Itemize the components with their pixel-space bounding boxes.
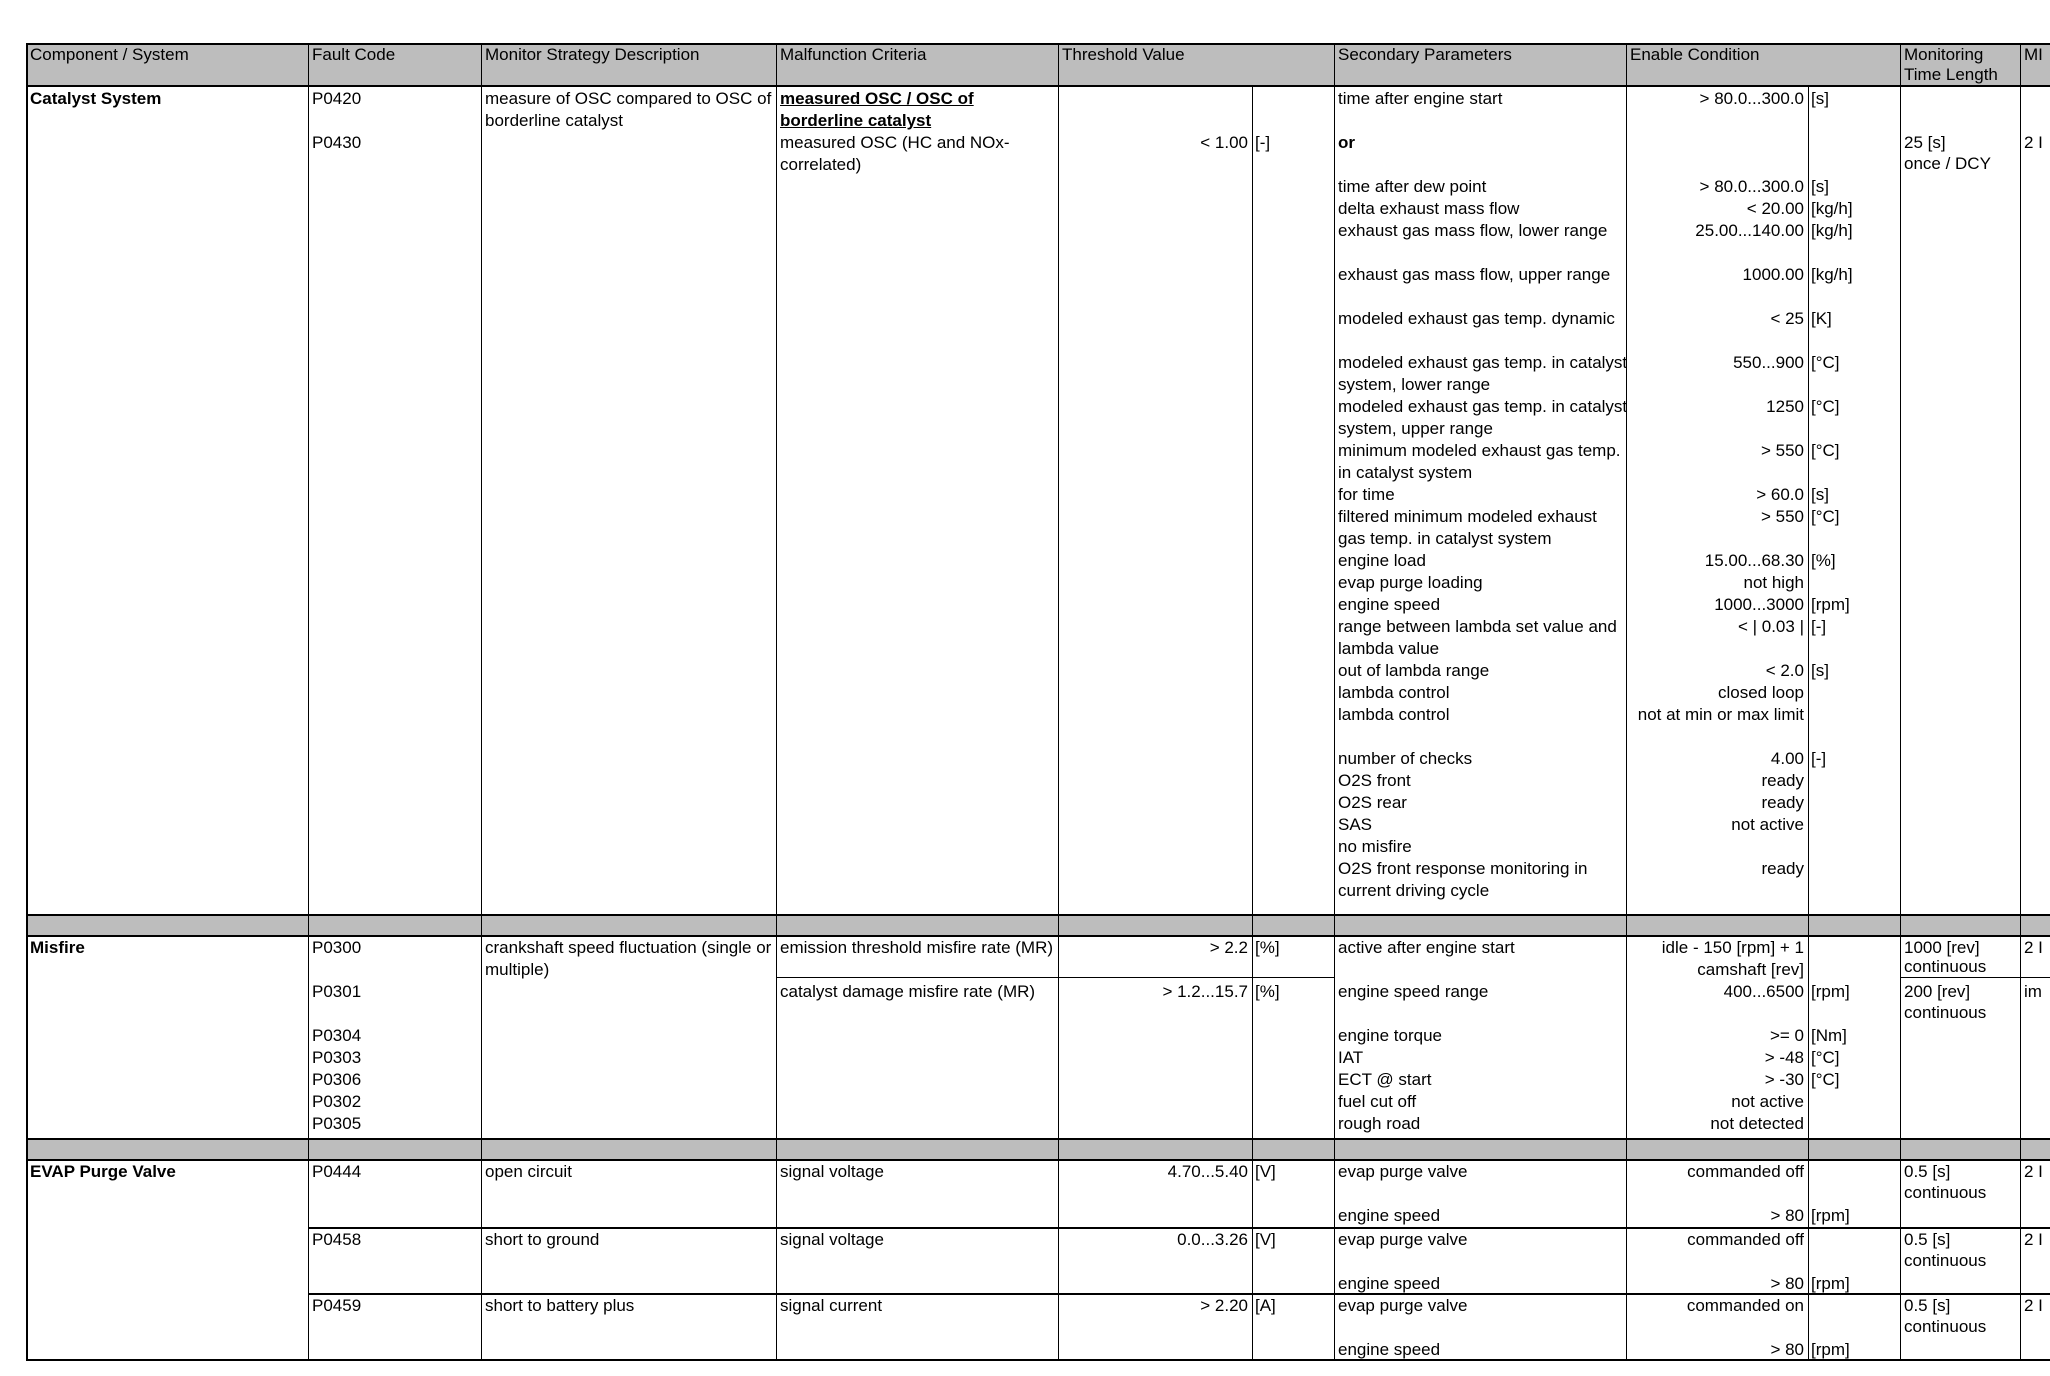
catalyst-param-name: modeled exhaust gas temp. dynamic [1338,309,1615,328]
evap-strategy: open circuit [485,1162,572,1181]
grid-line [26,85,2050,87]
catalyst-param-value: < 25 [1770,309,1804,328]
catalyst-param-name: SAS [1338,815,1373,834]
section-separator [26,914,2050,935]
catalyst-param-unit: [kg/h] [1811,265,1853,284]
catalyst-param-name: engine speed [1338,595,1441,614]
evap-mil: 2 I [2024,1230,2043,1249]
grid-line [481,43,482,1361]
evap-criteria: signal voltage [780,1230,884,1249]
misfire-param-name: rough road [1338,1114,1421,1133]
misfire-mil-emission: 2 I [2024,938,2043,957]
catalyst-param-value: 25.00...140.00 [1695,221,1804,240]
catalyst-param-unit: [s] [1811,485,1829,504]
catalyst-param-value: < | 0.03 | [1737,617,1804,636]
evap-param-value: commanded off [1687,1230,1804,1249]
misfire-threshold-catalyst-unit: [%] [1255,982,1280,1001]
evap-code: P0444 [312,1162,362,1181]
catalyst-param-value: 4.00 [1770,749,1804,768]
evap-threshold: 0.0...3.26 [1177,1230,1248,1249]
catalyst-param-unit: [s] [1811,89,1829,108]
misfire-param-name: active after engine start [1338,938,1515,957]
catalyst-param-unit: [kg/h] [1811,221,1853,240]
grid-line [26,1138,2050,1140]
misfire-criteria-emission: emission threshold misfire rate (MR) [780,938,1054,957]
catalyst-param-value: not at min or max limit [1637,705,1804,724]
catalyst-param-name: modeled exhaust gas temp. in catalyst system, lower range [1338,353,1628,394]
catalyst-param-value: < 20.00 [1746,199,1804,218]
evap-param-value: commanded off [1687,1162,1804,1181]
evap-strategy: short to ground [485,1230,600,1249]
evap-time-mode: continuous [1904,1317,1987,1336]
catalyst-param-name: engine load [1338,551,1426,570]
misfire-code: P0303 [312,1048,362,1067]
catalyst-component: Catalyst System [30,89,162,108]
grid-line [308,43,309,1361]
catalyst-param-name: delta exhaust mass flow [1338,199,1520,218]
misfire-component: Misfire [30,938,85,957]
misfire-param-name: IAT [1338,1048,1364,1067]
catalyst-param-value: not high [1743,573,1804,592]
catalyst-threshold-unit: [-] [1255,133,1271,152]
evap-time: 0.5 [s] [1904,1296,1951,1315]
catalyst-time: 25 [s] [1904,133,1946,152]
catalyst-param-value: 1000.00 [1742,265,1804,284]
grid-line [776,43,777,1361]
misfire-time-emission: 1000 [rev] [1904,938,1980,957]
evap-param-unit: [rpm] [1811,1340,1850,1359]
misfire-param-value: not detected [1710,1114,1804,1133]
catalyst-param-name: for time [1338,485,1395,504]
misfire-threshold-emission-unit: [%] [1255,938,1280,957]
grid-line [1252,85,1253,1361]
catalyst-param-unit: [°C] [1811,441,1840,460]
misfire-code: P0302 [312,1092,362,1111]
catalyst-mil: 2 I [2024,133,2043,152]
misfire-param-value: >= 0 [1769,1026,1804,1045]
catalyst-param-value: 15.00...68.30 [1704,551,1804,570]
catalyst-param-name: lambda control [1338,683,1450,702]
header-malfunction: Malfunction Criteria [780,45,927,64]
catalyst-param-name: minimum modeled exhaust gas temp. in catalyst system [1338,441,1621,482]
catalyst-param-name: time after engine start [1338,89,1503,108]
catalyst-param-name: exhaust gas mass flow, upper range [1338,265,1611,284]
header-time-length: Time Length [1904,65,1998,84]
misfire-param-unit: [°C] [1811,1070,1840,1089]
evap-param-value: > 80 [1770,1340,1804,1359]
catalyst-param-unit: [K] [1811,309,1832,328]
section-separator [26,1138,2050,1159]
catalyst-param-name: range between lambda set value and lambda value [1338,617,1617,658]
grid-line [26,43,28,1361]
misfire-time-catalyst: 200 [rev] [1904,982,1971,1001]
obd-monitor-table [26,43,2050,1361]
catalyst-param-value: > 550 [1760,441,1804,460]
catalyst-param-value: < 2.0 [1765,661,1804,680]
evap-param-unit: [rpm] [1811,1206,1850,1225]
catalyst-param-unit: [kg/h] [1811,199,1853,218]
evap-param-value: > 80 [1770,1206,1804,1225]
evap-mil: 2 I [2024,1296,2043,1315]
misfire-criteria-catalyst: catalyst damage misfire rate (MR) [780,982,1036,1001]
catalyst-code: P0430 [312,133,362,152]
evap-time: 0.5 [s] [1904,1230,1951,1249]
grid-line [1334,43,1335,1361]
catalyst-time-frequency: once / DCY [1904,154,1991,173]
misfire-param-unit: [rpm] [1811,982,1850,1001]
misfire-code: P0306 [312,1070,362,1089]
catalyst-param-name: filtered minimum modeled exhaust gas temp. in catalyst system [1338,507,1597,548]
misfire-code: P0301 [312,982,362,1001]
misfire-param-name: engine speed range [1338,982,1489,1001]
catalyst-param-unit: [s] [1811,177,1829,196]
misfire-param-value: not active [1731,1092,1804,1111]
misfire-param-name: fuel cut off [1338,1092,1417,1111]
header-enable: Enable Condition [1630,45,1760,64]
misfire-param-unit: [°C] [1811,1048,1840,1067]
grid-line [1808,85,1809,1361]
evap-param-name: engine speed [1338,1274,1441,1293]
misfire-param-name: ECT @ start [1338,1070,1432,1089]
misfire-code: P0300 [312,938,362,957]
catalyst-criteria-detail: measured OSC (HC and NOx-correlated) [780,133,1010,174]
evap-time: 0.5 [s] [1904,1162,1951,1181]
header-component: Component / System [30,45,189,64]
catalyst-param-unit: [rpm] [1811,595,1850,614]
catalyst-code: P0420 [312,89,362,108]
misfire-strategy: crankshaft speed fluctuation (single or multiple) [485,938,772,979]
grid-line [26,914,2050,916]
evap-code: P0458 [312,1230,362,1249]
catalyst-param-name: time after dew point [1338,177,1487,196]
misfire-param-name: engine torque [1338,1026,1442,1045]
header-threshold: Threshold Value [1062,45,1185,64]
catalyst-param-name: lambda control [1338,705,1450,724]
evap-threshold-unit: [A] [1255,1296,1276,1315]
evap-threshold: > 2.20 [1200,1296,1248,1315]
catalyst-param-value: > 80.0...300.0 [1699,177,1804,196]
evap-threshold: 4.70...5.40 [1167,1162,1248,1181]
misfire-param-value: > -30 [1764,1070,1804,1089]
evap-mil: 2 I [2024,1162,2043,1181]
evap-time-mode: continuous [1904,1183,1987,1202]
evap-param-value: > 80 [1770,1274,1804,1293]
evap-time-mode: continuous [1904,1251,1987,1270]
catalyst-param-name: number of checks [1338,749,1473,768]
catalyst-param-unit: [°C] [1811,353,1840,372]
catalyst-param-unit: [°C] [1811,397,1840,416]
catalyst-param-name: modeled exhaust gas temp. in catalyst system, upper range [1338,397,1628,438]
catalyst-param-value: not active [1731,815,1804,834]
grid-line [776,977,1334,978]
catalyst-param-name: out of lambda range [1338,661,1490,680]
grid-line [2020,43,2021,1361]
catalyst-param-unit: [s] [1811,661,1829,680]
header-strategy: Monitor Strategy Description [485,45,700,64]
evap-param-name: evap purge valve [1338,1230,1468,1249]
evap-param-value: commanded on [1686,1296,1804,1315]
evap-criteria: signal voltage [780,1162,884,1181]
evap-strategy: short to battery plus [485,1296,635,1315]
evap-component: EVAP Purge Valve [30,1162,176,1181]
evap-code: P0459 [312,1296,362,1315]
catalyst-param-value: > 550 [1760,507,1804,526]
misfire-param-value: idle - 150 [rpm] + 1 camshaft [rev] [1661,938,1804,979]
catalyst-param-value: closed loop [1717,683,1804,702]
misfire-time-catalyst-mode: continuous [1904,1003,1987,1022]
evap-param-name: engine speed [1338,1206,1441,1225]
catalyst-param-unit: [-] [1811,617,1827,636]
catalyst-param-value: ready [1761,793,1804,812]
header-monitoring: Monitoring [1904,45,1984,64]
catalyst-param-unit: [%] [1811,551,1836,570]
catalyst-param-name: evap purge loading [1338,573,1483,592]
misfire-param-value: 400...6500 [1723,982,1804,1001]
misfire-param-value: > -48 [1764,1048,1804,1067]
catalyst-strategy: measure of OSC compared to OSC of borderline catalyst [485,89,772,130]
evap-threshold-unit: [V] [1255,1162,1276,1181]
evap-param-name: engine speed [1338,1340,1441,1359]
catalyst-param-name: O2S front [1338,771,1411,790]
header-secondary: Secondary Parameters [1338,45,1512,64]
catalyst-param-value: 550...900 [1733,353,1804,372]
evap-param-name: evap purge valve [1338,1296,1468,1315]
misfire-code: P0304 [312,1026,362,1045]
misfire-param-unit: [Nm] [1811,1026,1847,1045]
evap-param-unit: [rpm] [1811,1274,1850,1293]
catalyst-param-unit: [-] [1811,749,1827,768]
misfire-threshold-catalyst: > 1.2...15.7 [1162,982,1248,1001]
catalyst-param-value: 1000...3000 [1714,595,1804,614]
catalyst-param-name: no misfire [1338,837,1412,856]
evap-param-name: evap purge valve [1338,1162,1468,1181]
header-mil: MI [2024,45,2043,64]
catalyst-param-name: or [1338,133,1355,152]
catalyst-param-value: > 60.0 [1756,485,1804,504]
catalyst-param-unit: [°C] [1811,507,1840,526]
misfire-code: P0305 [312,1114,362,1133]
misfire-time-emission-mode: continuous [1904,957,1987,976]
catalyst-param-value: > 80.0...300.0 [1699,89,1804,108]
header-fault-code: Fault Code [312,45,396,64]
misfire-threshold-emission: > 2.2 [1209,938,1248,957]
catalyst-param-value: ready [1761,859,1804,878]
catalyst-threshold: < 1.00 [1200,133,1248,152]
catalyst-criteria-heading: measured OSC / OSC of borderline catalyst [780,89,974,130]
grid-line [1900,43,1901,1361]
misfire-mil-catalyst: im [2024,982,2042,1001]
catalyst-param-value: ready [1761,771,1804,790]
catalyst-param-value: 1250 [1766,397,1804,416]
catalyst-param-name: O2S front response monitoring in current driving cycle [1338,859,1588,900]
catalyst-param-name: O2S rear [1338,793,1407,812]
evap-criteria: signal current [780,1296,883,1315]
catalyst-param-name: exhaust gas mass flow, lower range [1338,221,1608,240]
evap-threshold-unit: [V] [1255,1230,1276,1249]
